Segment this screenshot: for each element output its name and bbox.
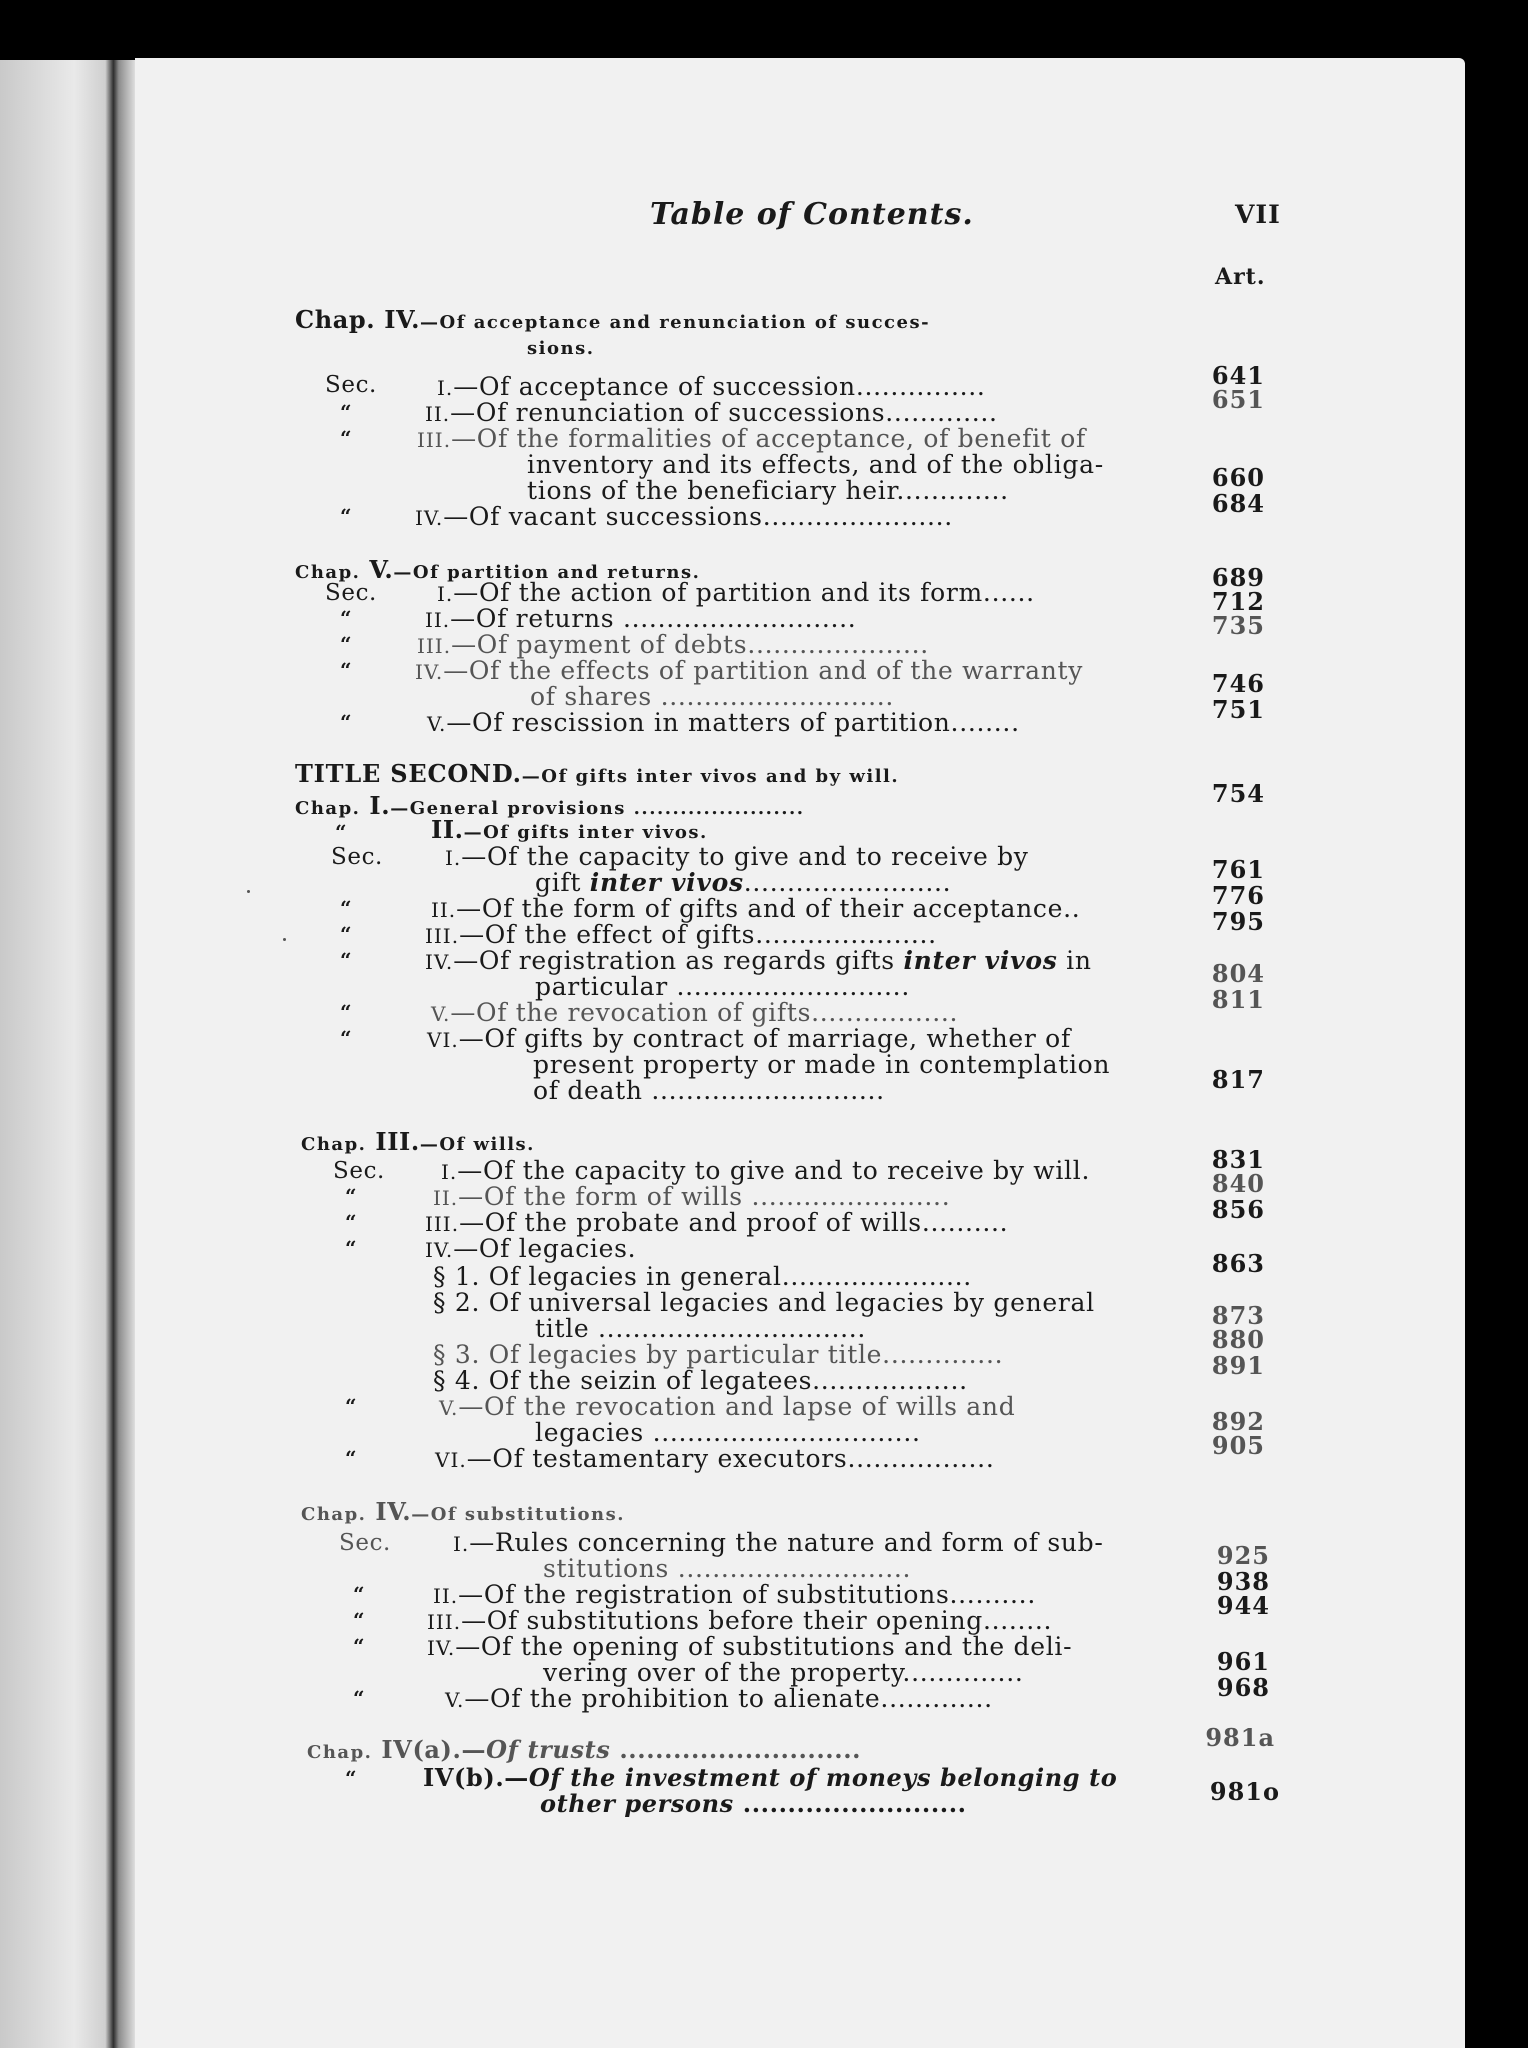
book-spine-edge <box>0 60 135 2048</box>
toc-entry: III.—Of the formalities of acceptance, of benefit of <box>417 424 1086 453</box>
toc-page-number: 761 <box>1211 855 1265 884</box>
toc-page-number: 684 <box>1211 489 1265 518</box>
ditto-mark: “ <box>345 1184 358 1208</box>
toc-entry-cont: of shares ........................... <box>530 682 895 711</box>
ditto-mark: “ <box>353 1634 366 1658</box>
ditto-mark: “ <box>345 1766 358 1790</box>
speck-mark <box>247 890 250 893</box>
chapter-heading: Chap. IV.—Of substitutions. <box>301 1497 626 1526</box>
toc-page-number: 689 <box>1211 563 1265 592</box>
ditto-mark: “ <box>340 632 353 656</box>
ditto-mark: “ <box>345 1394 358 1418</box>
section-label: Sec. <box>339 1530 391 1556</box>
toc-entry: VI.—Of testamentary executors................. <box>435 1444 995 1473</box>
toc-page-number: 891 <box>1211 1351 1265 1380</box>
toc-subentry: § 1. Of legacies in general...................... <box>433 1262 972 1291</box>
toc-entry: IV.—Of registration as regards gifts inter vivos in <box>425 946 1092 975</box>
chapter-heading: Chap. III.—Of wills. <box>301 1127 535 1156</box>
section-label: Sec. <box>331 844 383 870</box>
toc-page-number: 880 <box>1211 1325 1265 1354</box>
toc-entry: IV.—Of the effects of partition and of the warranty <box>415 656 1084 685</box>
toc-page-number: 938 <box>1216 1567 1270 1596</box>
title-heading: TITLE SECOND.—Of gifts inter vivos and by will. <box>295 759 900 788</box>
book-page <box>135 58 1465 2048</box>
toc-entry-cont: gift inter vivos........................ <box>535 868 952 897</box>
toc-entry: I.—Of the action of partition and its form...... <box>437 578 1035 607</box>
toc-entry: III.—Of the effect of gifts..................... <box>425 920 937 949</box>
toc-page-number: 651 <box>1211 385 1265 414</box>
ditto-mark: “ <box>340 1026 353 1050</box>
toc-entry: III.—Of substitutions before their opening........ <box>427 1606 1053 1635</box>
toc-page-number: 856 <box>1211 1195 1265 1224</box>
toc-page-number: 840 <box>1211 1169 1265 1198</box>
toc-entry-cont: inventory and its effects, and of the obliga- <box>527 450 1104 479</box>
toc-page-number: 811 <box>1211 985 1265 1014</box>
toc-page-number: 751 <box>1211 695 1265 724</box>
toc-entry-cont: present property or made in contemplation <box>533 1050 1111 1079</box>
section-label: Sec. <box>325 580 377 606</box>
ditto-mark: “ <box>345 1446 358 1470</box>
toc-entry: II.—Of returns ........................... <box>425 604 857 633</box>
ditto-mark: “ <box>340 400 353 424</box>
toc-page-number: 925 <box>1216 1541 1270 1570</box>
ditto-mark: “ <box>340 606 353 630</box>
section-label: Sec. <box>325 372 377 398</box>
toc-subentry-cont: title ............................... <box>535 1314 867 1343</box>
ditto-mark: “ <box>353 1686 366 1710</box>
toc-page-number: 892 <box>1211 1407 1265 1436</box>
ditto-mark: “ <box>340 1000 353 1024</box>
ditto-mark: “ <box>345 1210 358 1234</box>
toc-entry: V.—Of the revocation of gifts................. <box>431 998 959 1027</box>
toc-page-number: 746 <box>1211 669 1265 698</box>
chapter-heading: Chap. I.—General provisions ...................... <box>295 791 805 820</box>
speck-mark <box>283 938 286 941</box>
toc-page-number: 641 <box>1211 361 1265 390</box>
toc-page-number: 944 <box>1216 1591 1270 1620</box>
chapter-heading: IV(b).—Of the investment of moneys belonging to <box>423 1763 1118 1792</box>
toc-page-number: 905 <box>1211 1431 1265 1460</box>
chapter-heading: Chap. IV(a).—Of trusts ........................... <box>307 1735 862 1764</box>
ditto-mark: “ <box>353 1608 366 1632</box>
chapter-heading-cont: other persons ......................... <box>540 1789 967 1818</box>
toc-entry: IV.—Of vacant successions...................... <box>415 502 953 531</box>
page-number: VII <box>1235 200 1281 229</box>
toc-subentry: § 3. Of legacies by particular title.............. <box>433 1340 1004 1369</box>
toc-entry-cont: of death ........................... <box>533 1076 885 1105</box>
toc-page-number: 776 <box>1211 881 1265 910</box>
toc-page-number: 754 <box>1211 779 1265 808</box>
toc-page-number: 873 <box>1211 1301 1265 1330</box>
toc-page-number: 981a <box>1205 1723 1275 1752</box>
toc-entry: II.—Of renunciation of successions............. <box>425 398 998 427</box>
ditto-mark: “ <box>345 1236 358 1260</box>
toc-page-number: 863 <box>1211 1249 1265 1278</box>
chapter-heading-cont: sions. <box>527 338 595 359</box>
toc-subentry: § 2. Of universal legacies and legacies by general <box>433 1288 1095 1317</box>
chapter-heading: Chap. IV.—Of acceptance and renunciation of succes- <box>295 305 931 334</box>
ditto-mark: “ <box>340 896 353 920</box>
chapter-heading: Chap. V.—Of partition and returns. <box>295 555 701 584</box>
toc-entry: I.—Rules concerning the nature and form of sub- <box>453 1528 1104 1557</box>
toc-entry: III.—Of the probate and proof of wills.......... <box>425 1208 1009 1237</box>
toc-entry: II.—Of the form of gifts and of their acceptance.. <box>431 894 1081 923</box>
toc-entry: VI.—Of gifts by contract of marriage, whether of <box>427 1024 1071 1053</box>
ditto-mark: “ <box>340 426 353 450</box>
toc-entry: V.—Of the revocation and lapse of wills and <box>439 1392 1016 1421</box>
toc-entry-cont: tions of the beneficiary heir............. <box>527 476 1009 505</box>
toc-page-number: 804 <box>1211 959 1265 988</box>
toc-entry-cont: particular ........................... <box>535 972 910 1001</box>
toc-entry: I.—Of the capacity to give and to receive by <box>445 842 1029 871</box>
toc-entry-cont: stitutions ........................... <box>543 1554 912 1583</box>
toc-page-number: 961 <box>1216 1647 1270 1676</box>
toc-entry: IV.—Of legacies. <box>425 1234 637 1263</box>
ditto-mark: “ <box>340 658 353 682</box>
ditto-mark: “ <box>340 948 353 972</box>
ditto-mark: “ <box>340 504 353 528</box>
toc-page-number: 968 <box>1216 1673 1270 1702</box>
ditto-mark: “ <box>335 820 348 844</box>
ditto-mark: “ <box>353 1582 366 1606</box>
table-of-contents <box>135 58 1465 2048</box>
toc-entry: V.—Of the prohibition to alienate............. <box>445 1684 993 1713</box>
toc-page-number: 817 <box>1211 1065 1265 1094</box>
chapter-heading: II.—Of gifts inter vivos. <box>431 815 708 844</box>
toc-entry: I.—Of acceptance of succession............... <box>437 372 986 401</box>
toc-entry: I.—Of the capacity to give and to receive by will. <box>441 1156 1091 1185</box>
toc-entry: II.—Of the form of wills ....................... <box>433 1182 951 1211</box>
ditto-mark: “ <box>340 922 353 946</box>
running-title: Table of Contents. <box>650 197 974 232</box>
toc-entry-cont: legacies ............................... <box>535 1418 921 1447</box>
toc-entry: II.—Of the registration of substitutions.......... <box>433 1580 1036 1609</box>
toc-entry-cont: vering over of the property.............. <box>543 1658 1024 1687</box>
ditto-mark: “ <box>340 710 353 734</box>
toc-page-number: 712 <box>1211 587 1265 616</box>
toc-entry: III.—Of payment of debts..................... <box>417 630 929 659</box>
toc-page-number: 981o <box>1209 1777 1280 1806</box>
toc-entry: V.—Of rescission in matters of partition........ <box>427 708 1020 737</box>
toc-page-number: 735 <box>1211 611 1265 640</box>
toc-page-number: 831 <box>1211 1145 1265 1174</box>
art-column-label: Art. <box>1215 264 1266 290</box>
toc-entry: IV.—Of the opening of substitutions and the deli- <box>427 1632 1073 1661</box>
toc-page-number: 795 <box>1211 907 1265 936</box>
section-label: Sec. <box>333 1158 385 1184</box>
toc-subentry: § 4. Of the seizin of legatees.................. <box>433 1366 968 1395</box>
toc-page-number: 660 <box>1211 463 1265 492</box>
